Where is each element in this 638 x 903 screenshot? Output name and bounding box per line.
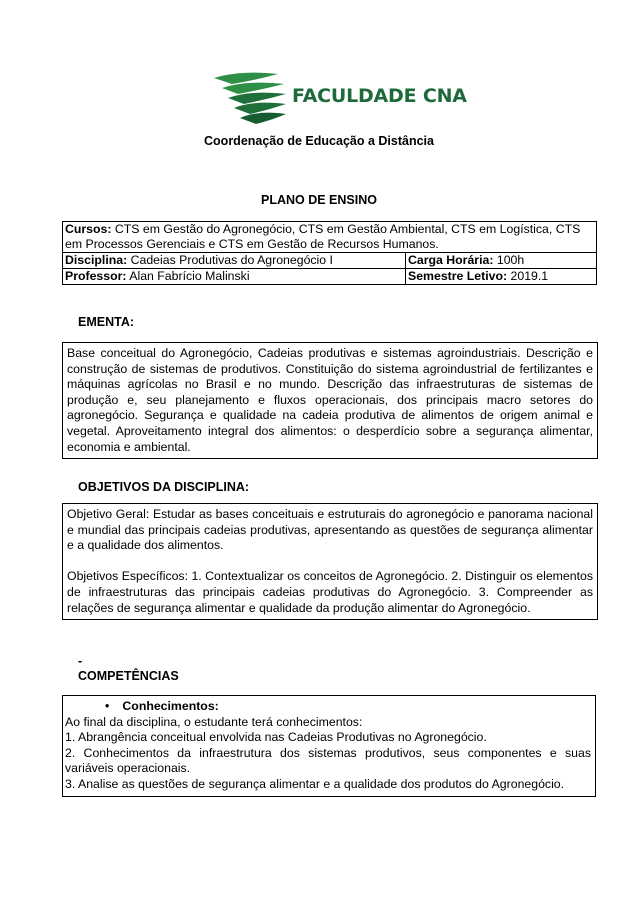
- conhecimentos-bullet-line: [65, 699, 591, 715]
- carga-label: Carga Horária:: [408, 253, 494, 267]
- professor-value: Alan Fabrício Malinski: [129, 269, 250, 283]
- ementa-text: Base conceitual do Agronegócio, Cadeias produtivas e sistemas agroindustriais. Descrição e construção de sistemas de produtivos. Constituição do sistema agroindustrial de fertilizantes e máquinas agrícolas no Brasil e no mundo. Descrição das infraestruturas de sistemas de produção e, seu planejamento e fluxos operacionais, dos principais macro setores do agronegócio. Segurança e qualidade na cadeia produtiva de alimentos de origem animal e vegetal. Aproveitamento integral dos alimentos: o desperdício sobre a segurança alimentar, economia e ambiental.: [67, 346, 593, 454]
- objetivo-geral-text: Objetivo Geral: Estudar as bases conceituais e estruturais do agronegócio e panorama nacional e mundial das principais cadeias produtivas, apresentando as questões de segurança alimentar e a qualidade dos alimentos.: [67, 507, 593, 553]
- disciplina-row: [63, 253, 597, 269]
- faculdade-cna-logo: [210, 68, 570, 128]
- coordination-title: Coordenação de Educação a Distância: [204, 134, 434, 148]
- leaf-stripes-icon: [210, 68, 290, 126]
- objetivos-box: [62, 503, 598, 620]
- logo-text: FACULDADE CNA: [292, 85, 467, 107]
- bullet-icon: •: [105, 699, 110, 713]
- ementa-heading: EMENTA:: [78, 315, 135, 329]
- competencias-box: [62, 695, 596, 797]
- objetivos-heading: OBJETIVOS DA DISCIPLINA:: [78, 480, 250, 494]
- disciplina-value: Cadeias Produtivas do Agronegócio I: [130, 253, 333, 267]
- course-info-table: [62, 221, 597, 285]
- plan-title: PLANO DE ENSINO: [261, 193, 377, 207]
- cursos-cell: [63, 222, 597, 253]
- competencia-item: 3. Analise as questões de segurança alimentar e a qualidade dos produtos do Agronegócio.: [65, 776, 565, 791]
- semestre-value: 2019.1: [510, 269, 549, 283]
- competencia-item: 1. Abrangência conceitual envolvida nas Cadeias Produtivas no Agronegócio.: [65, 730, 487, 745]
- carga-value: 100h: [496, 253, 525, 267]
- disciplina-cell: [63, 253, 406, 269]
- objetivos-especificos-text: Objetivos Específicos: 1. Contextualizar os conceitos de Agronegócio. 2. Distinguir os elementos de infraestruturas das principais cadeias produtivas do Agronegócio. 3. Compreender as relações de segurança alimentar e qualidade da produção alimentar do Agronegócio.: [67, 569, 593, 615]
- competencias-dash: -: [78, 654, 83, 668]
- cursos-row: [63, 222, 597, 253]
- professor-cell: [63, 269, 406, 285]
- semestre-cell: [406, 269, 597, 285]
- professor-label: Professor:: [65, 269, 127, 283]
- cursos-label: Cursos:: [65, 222, 112, 236]
- competencia-item: 2. Conhecimentos da infraestrutura dos sistemas produtivos, seus componentes e suas variáveis operacionais.: [65, 745, 591, 776]
- carga-cell: [406, 253, 597, 269]
- competencias-intro: Ao final da disciplina, o estudante terá conhecimentos:: [65, 714, 363, 729]
- conhecimentos-title: Conhecimentos:: [122, 699, 219, 713]
- professor-row: [63, 269, 597, 285]
- cursos-value: CTS em Gestão do Agronegócio, CTS em Gestão Ambiental, CTS em Logística, CTS em Processos Gerenciais e CTS em Gestão de Recursos Humanos.: [65, 222, 581, 251]
- semestre-label: Semestre Letivo:: [408, 269, 508, 283]
- competencias-heading: COMPETÊNCIAS: [78, 669, 179, 683]
- ementa-box: [62, 342, 598, 459]
- disciplina-label: Disciplina:: [65, 253, 128, 267]
